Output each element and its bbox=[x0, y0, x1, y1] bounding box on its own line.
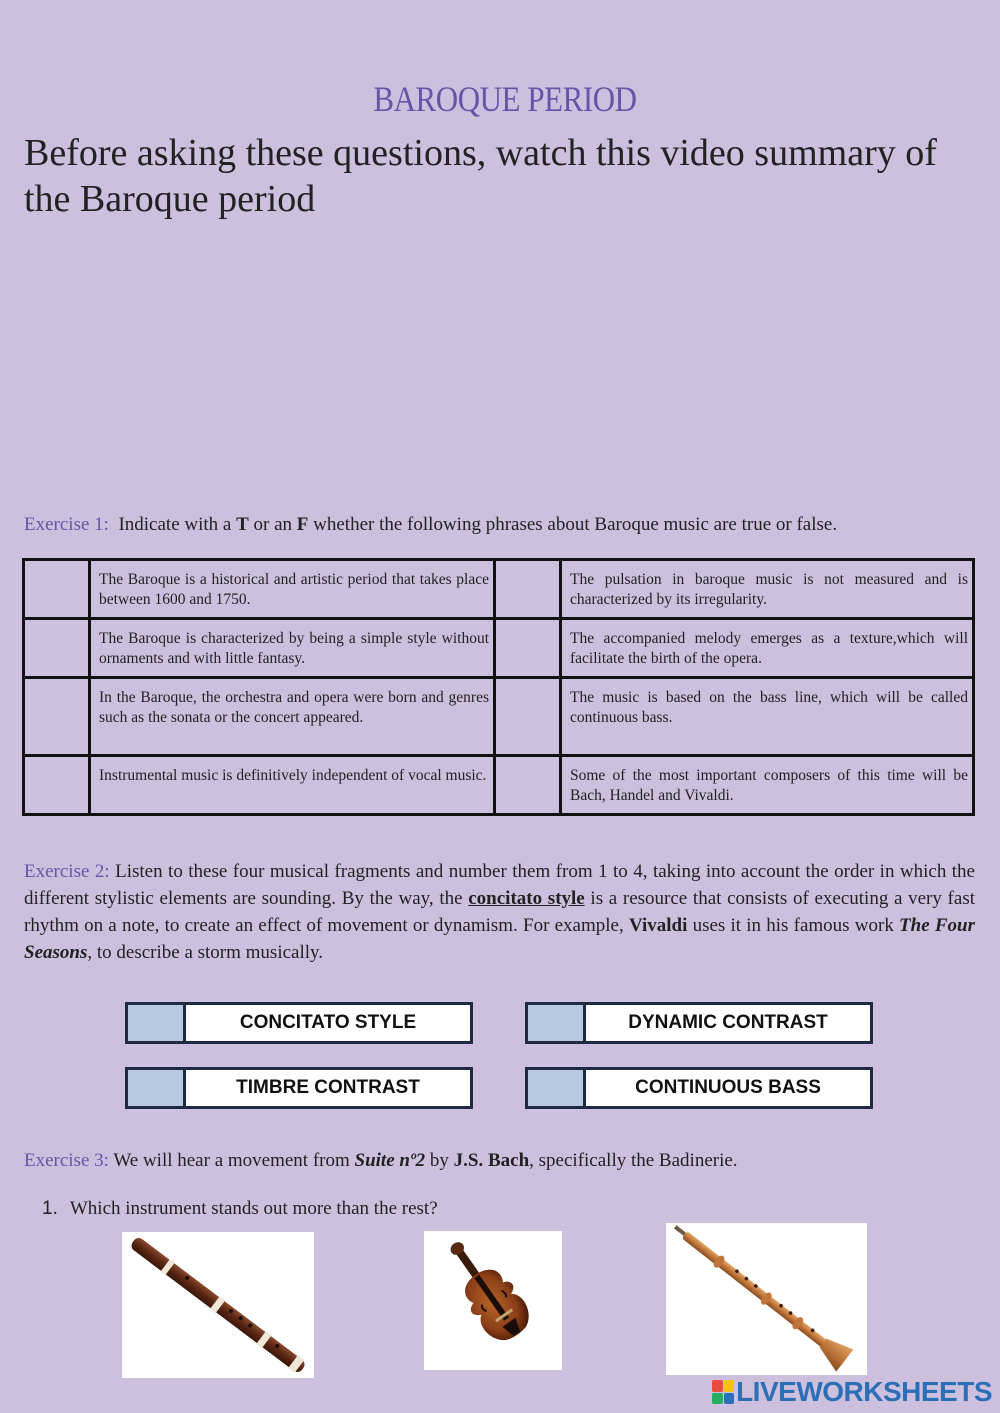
question-text: Which instrument stands out more than the rest? bbox=[69, 1198, 438, 1219]
statement-6: The music is based on the bass line, which will be called continuous bass. bbox=[561, 678, 974, 756]
option-dynamic-contrast bbox=[525, 1002, 873, 1044]
ex1-t: T bbox=[236, 514, 249, 535]
ex3-suite: Suite nº2 bbox=[354, 1150, 426, 1171]
statement-1: The Baroque is a historical and artistic period that takes place between 1600 and 1750. bbox=[90, 560, 495, 619]
ex2-vivaldi: Vivaldi bbox=[628, 915, 688, 936]
table-row bbox=[24, 619, 974, 678]
answer-box-6[interactable] bbox=[495, 678, 561, 756]
ex1-text-c: whether the following phrases about Baroque music are true or false. bbox=[308, 514, 838, 535]
option-label: CONCITATO STYLE bbox=[239, 1012, 417, 1033]
ex3-p3: , specifically the Badinerie. bbox=[529, 1150, 738, 1171]
exercise-2-instructions bbox=[24, 858, 975, 966]
question-number: 1. bbox=[42, 1198, 58, 1219]
ex3-bach: J.S. Bach bbox=[453, 1150, 530, 1171]
answer-box-2[interactable] bbox=[495, 560, 561, 619]
statement-3: The Baroque is characterized by being a simple style without ornaments and with little fantasy. bbox=[90, 619, 495, 678]
ex3-p2: by bbox=[425, 1150, 454, 1171]
number-box-1[interactable] bbox=[128, 1005, 186, 1041]
statement-2: The pulsation in baroque music is not measured and is characterized by its irregularity. bbox=[561, 560, 974, 619]
table-row bbox=[24, 560, 974, 619]
violin-image[interactable] bbox=[424, 1231, 562, 1370]
number-box-4[interactable] bbox=[528, 1070, 586, 1106]
exercise-2-label: Exercise 2: bbox=[24, 861, 110, 882]
option-label: DYNAMIC CONTRAST bbox=[628, 1012, 828, 1033]
oboe-image[interactable] bbox=[666, 1223, 867, 1375]
ex1-text-b: or an bbox=[248, 514, 297, 535]
option-timbre-contrast bbox=[125, 1067, 473, 1109]
option-label: TIMBRE CONTRAST bbox=[236, 1077, 420, 1098]
answer-box-8[interactable] bbox=[495, 756, 561, 815]
option-label: CONTINUOUS BASS bbox=[635, 1077, 821, 1098]
statement-7: Instrumental music is definitively independent of vocal music. bbox=[90, 756, 495, 815]
flute-icon bbox=[122, 1232, 314, 1378]
statement-5: In the Baroque, the orchestra and opera were born and genres such as the sonata or the concert appeared. bbox=[90, 678, 495, 756]
true-false-table bbox=[22, 558, 975, 816]
table-row bbox=[24, 678, 974, 756]
flute-image[interactable] bbox=[122, 1232, 314, 1378]
table-row bbox=[24, 756, 974, 815]
logo-mark-icon bbox=[712, 1380, 734, 1404]
answer-box-4[interactable] bbox=[495, 619, 561, 678]
ex3-p1: We will hear a movement from bbox=[108, 1150, 355, 1171]
exercise-1-label: Exercise 1: bbox=[24, 514, 109, 535]
ex2-p3: uses it in his famous work bbox=[687, 915, 900, 936]
answer-box-1[interactable] bbox=[24, 560, 90, 619]
number-box-3[interactable] bbox=[128, 1070, 186, 1106]
number-box-2[interactable] bbox=[528, 1005, 586, 1041]
exercise-1-instructions bbox=[24, 514, 984, 536]
ex2-p1: Listen to these four musical fragments and number them from 1 to 4, taking into account the order in which the different stylistic elements are sounding. By the way, the bbox=[24, 861, 975, 909]
ex1-text-a: Indicate with a bbox=[118, 514, 237, 535]
ex2-p2: is a resource that consists of executing a very fast rhythm on a note, to create an effect of movement or dynamism. For example, bbox=[24, 888, 975, 936]
answer-box-3[interactable] bbox=[24, 619, 90, 678]
oboe-icon bbox=[666, 1223, 867, 1375]
question-1 bbox=[42, 1198, 438, 1220]
ex2-p4: , to describe a storm musically. bbox=[87, 942, 324, 963]
liveworksheets-logo bbox=[712, 1376, 992, 1408]
ex1-f: F bbox=[296, 514, 309, 535]
intro-text: Before asking these questions, watch this video summary of the Baroque period bbox=[24, 132, 937, 220]
exercise-3-label: Exercise 3: bbox=[24, 1150, 109, 1171]
logo-text: LIVEWORKSHEETS bbox=[736, 1376, 992, 1407]
option-continuous-bass bbox=[525, 1067, 873, 1109]
answer-box-7[interactable] bbox=[24, 756, 90, 815]
ex2-concitato: concitato style bbox=[468, 888, 585, 909]
exercise-3-instructions bbox=[24, 1150, 975, 1172]
ex2-work: The Four Seasons bbox=[24, 915, 975, 963]
option-concitato-style bbox=[125, 1002, 473, 1044]
statement-4: The accompanied melody emerges as a texture,which will facilitate the birth of the opera. bbox=[561, 619, 974, 678]
statement-8: Some of the most important composers of this time will be Bach, Handel and Vivaldi. bbox=[561, 756, 974, 815]
violin-icon bbox=[424, 1231, 562, 1370]
answer-box-5[interactable] bbox=[24, 678, 90, 756]
page-title: BAROQUE PERIOD bbox=[373, 79, 637, 119]
